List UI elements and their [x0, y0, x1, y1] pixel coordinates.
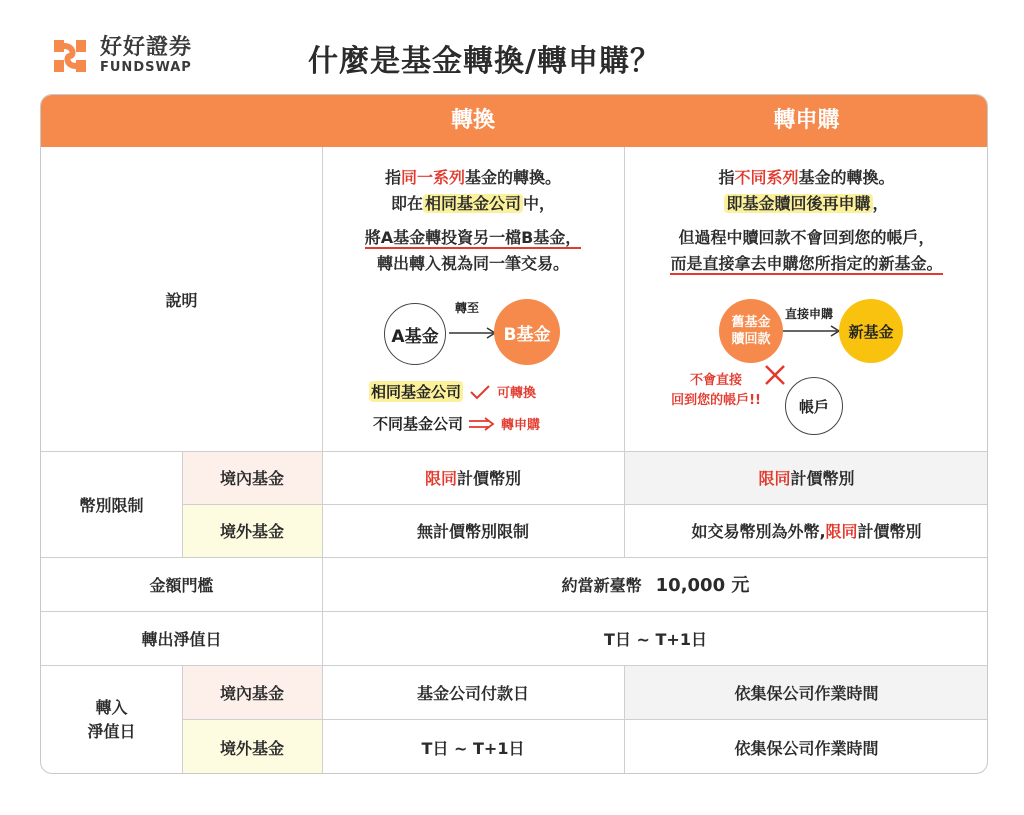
brand-name-zh: 好好證券	[100, 35, 193, 60]
arrow-label-switch: 轉至	[455, 301, 480, 315]
subscribe-description: 指不同系列基金的轉換。 即基金贖回後再申購 ， 但過程中贖回款不會回到您的帳戶， 而是直接拿去申購您所指定的新基金。	[670, 168, 943, 273]
row-label-in-foreign: 境外基金	[219, 738, 284, 758]
sub-in-nav-domestic: 依集保公司作業時間	[734, 683, 879, 703]
row-label-domestic: 境內基金	[219, 469, 284, 488]
sub-domestic-currency: 限同 計價幣別	[758, 469, 855, 488]
same-company-row: 相同基金公司 可轉換	[371, 383, 537, 401]
circle-fund-a: A基金	[384, 303, 446, 365]
arrow-label-subscribe: 直接申購	[785, 307, 834, 321]
switch-description: 指同一系列基金的轉換。 即在 相同基金公司 中， 將A基金轉投資另一檔B基金， 轉出轉入視為同一筆交易。	[364, 168, 582, 273]
switch-in-nav-domestic: 基金公司付款日	[416, 683, 529, 703]
row-label-foreign: 境外基金	[219, 522, 284, 541]
out-nav-value: T日 ~ T+1日	[604, 629, 707, 649]
row-label-in-domestic: 境內基金	[219, 683, 284, 703]
switch-domestic-currency: 限同 計價幣別	[424, 469, 522, 488]
fundswap-logo-icon	[50, 36, 90, 76]
sub-in-nav-foreign: 依集保公司作業時間	[734, 738, 879, 758]
row-label-in-nav	[41, 665, 182, 774]
row-label-in-nav-1: 轉入	[95, 698, 128, 717]
arrow-right-icon	[449, 327, 497, 339]
diff-company-row: 不同基金公司 轉申購	[373, 415, 541, 433]
brand-name-en: FUNDSWAP	[100, 60, 192, 75]
double-arrow-icon	[469, 417, 495, 431]
row-label-min-amount: 金額門檻	[149, 575, 214, 595]
comparison-table	[40, 94, 988, 774]
circle-account: 帳戶	[785, 377, 843, 435]
checkmark-icon	[469, 384, 491, 400]
switch-in-nav-foreign: T日 ~ T+1日	[421, 738, 525, 758]
row-label-in-nav-2: 淨值日	[87, 722, 136, 741]
circle-old-fund: 舊基金 贖回款	[719, 299, 783, 363]
circle-fund-b: B基金	[494, 299, 560, 365]
brand-logo	[50, 36, 192, 76]
page-title: 什麼是基金轉換/轉申購？	[308, 44, 661, 79]
sub-foreign-currency: 如交易幣別為外幣, 限同 計價幣別	[691, 522, 922, 541]
header-switch: 轉換	[450, 108, 495, 133]
header-subscribe: 轉申購	[773, 108, 840, 133]
row-label-description: 說明	[165, 290, 198, 310]
row-label-currency: 幣別限制	[79, 495, 144, 515]
circle-new-fund: 新基金	[839, 299, 903, 363]
no-return-note: 不會直接 回到您的帳戶!!	[671, 373, 761, 408]
switch-foreign-currency: 無計價幣別限制	[416, 522, 529, 541]
arrow-right-icon	[783, 325, 841, 337]
table-header	[41, 95, 987, 147]
row-label-out-nav: 轉出淨值日	[141, 629, 222, 649]
min-amount-value: 約當新臺幣 10,000 元	[561, 575, 750, 596]
